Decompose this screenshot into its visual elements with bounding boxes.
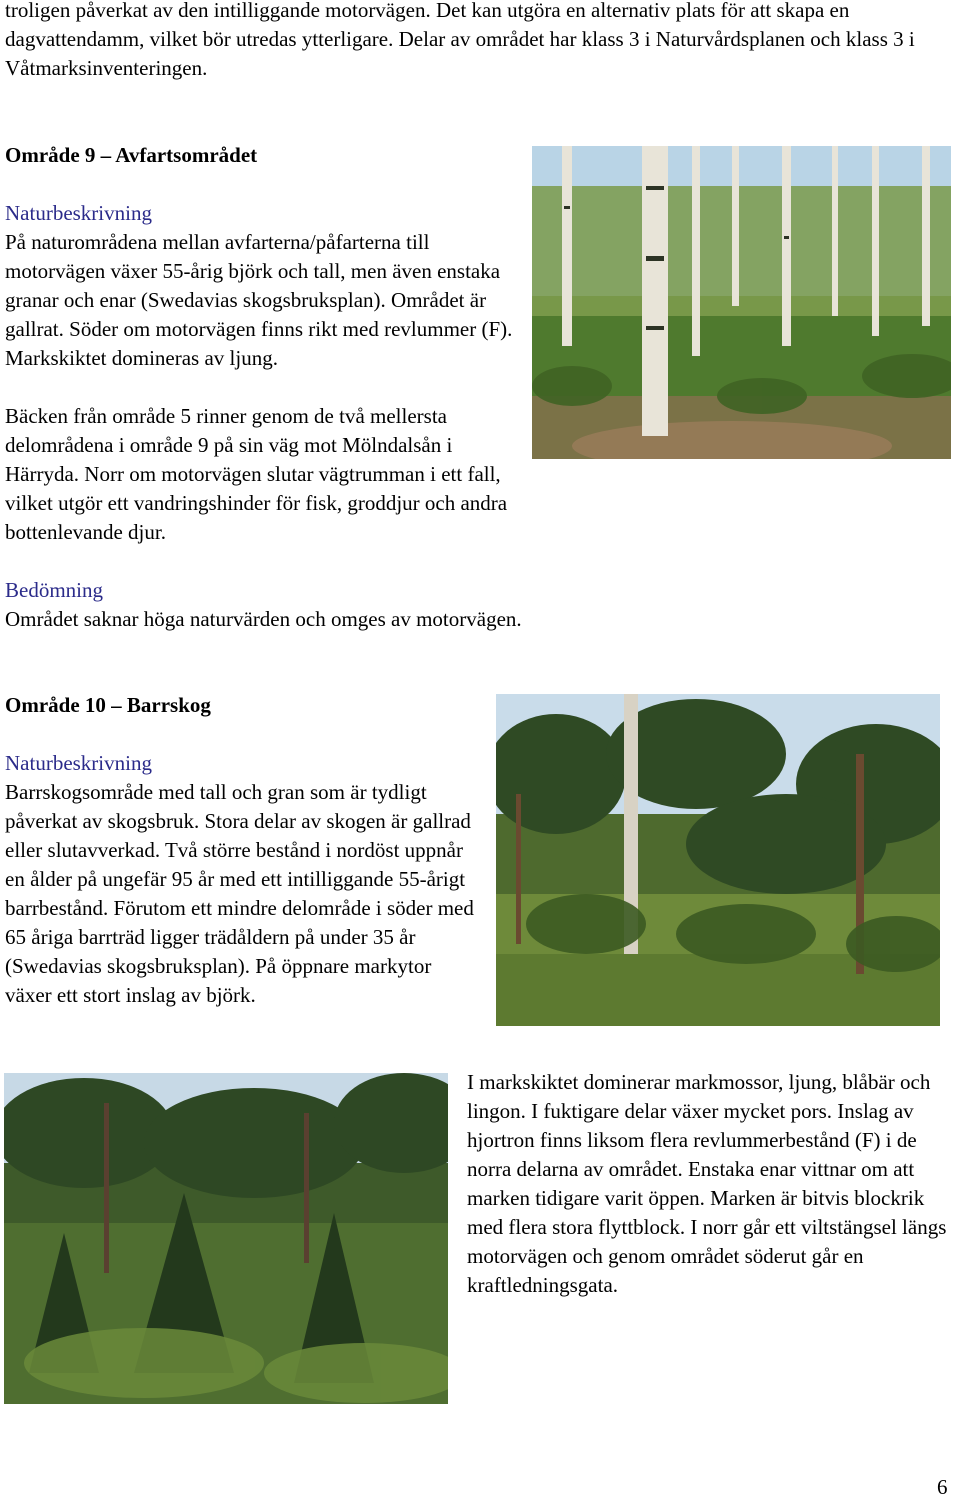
- area-10-description-b: I markskiktet dominerar markmossor, ljung, blåbär och lingon. I fuktigare delar växer mycket pors. Inslag av hjortron finns liksom flera revlummerbestånd (F) i de norra delarna av området. Enstaka enar vittnar om att marken tidigare varit öppen. Marken är bitvis blockrik med flera stora flyttblock. I norr går ett viltstängsel längs motorvägen och genom området söderut går en kraftledningsgata.: [467, 1070, 947, 1297]
- area-10-description-a: Barrskogsområde med tall och gran som är tydligt påverkat av skogsbruk. Stora delar av skogen är gallrad eller slutavverkad. Två större bestånd i nordöst uppnår en ålder på ungefär 95 år med ett intilliggande 55-årigt barrbestånd. Förutom ett mindre delområde i söder med 65 åriga barrträd ligger trädåldern på under 35 år (Swedavias skogsbruksplan). På öppnare markytor växer ett stort inslag av björk.: [5, 780, 474, 1007]
- area-9-heading: Område 9 – Avfartsområdet: [5, 143, 258, 167]
- area-10-heading: Område 10 – Barrskog: [5, 693, 211, 717]
- area-9-description-b-start: [5, 402, 517, 547]
- area-9-description-a: På naturområdena mellan avfarterna/påfarterna till motorvägen växer 55-årig björk och tall, men även enstaka granar och enar (Swedavias skogsbruksplan). Området är gallrat. Söder om motorvägen finns rikt med revlummer (F). Markskiktet domineras av ljung.: [5, 230, 513, 370]
- page-number: 6: [937, 1475, 948, 1499]
- area-10-nature-label: Naturbeskrivning: [5, 751, 152, 775]
- birch-forest-photo: [532, 146, 951, 459]
- area-9-description-b: Bäcken från område 5 rinner genom de två mellersta delområdena i område 9 på sin väg mot Mölndalsån i Härryda. Norr om motorvägen slutar vägtrumman i ett fall, vilket utgör ett vandringshinder för fisk, groddjur och andra bottenlevande djur.: [5, 404, 508, 544]
- intro-paragraph: troligen påverkat av den intilliggande motorvägen. Det kan utgöra en alternativ plats för att skapa en dagvattendamm, vilket bör utredas ytterligare. Delar av området har klass 3 i Naturvårdsplanen och klass 3 i Våtmarksinventeringen.: [5, 0, 915, 80]
- area-9-assessment-label: Bedömning: [5, 578, 103, 602]
- area-9-nature-label: Naturbeskrivning: [5, 201, 152, 225]
- area-9-assessment-text: Området saknar höga naturvärden och omges av motorvägen.: [5, 607, 522, 631]
- pine-forest-photo: [496, 694, 940, 1026]
- mixed-forest-photo: [4, 1073, 448, 1404]
